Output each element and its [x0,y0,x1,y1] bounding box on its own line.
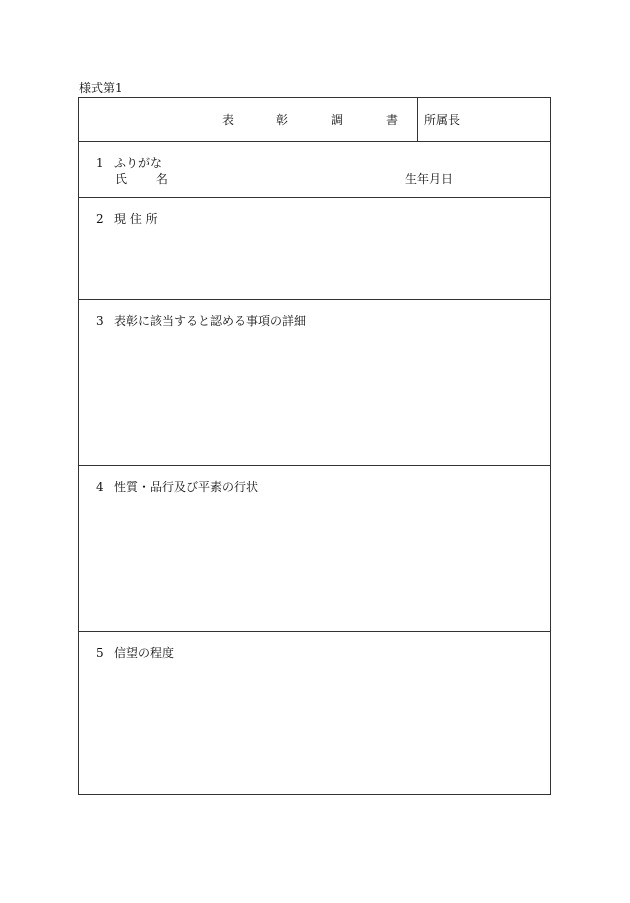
section-name-birthdate[interactable] [79,142,550,198]
section-number: 5 [96,646,104,660]
name-label [115,171,168,187]
chief-label: 所属長 [424,113,461,127]
name-char: 名 [155,172,168,186]
section-address[interactable] [79,198,550,300]
title-char: 表 [222,113,235,127]
name-char: 氏 [115,172,128,186]
form-number-label: 様式第1 [79,81,123,95]
section-commendation-details[interactable] [79,300,550,466]
chief-approval-box[interactable] [417,97,552,142]
birthdate-label: 生年月日 [405,172,454,186]
section-number: 4 [96,480,104,494]
title-char: 調 [331,113,344,127]
section-title: 現 住 所 [114,212,158,226]
title-row [79,98,550,142]
title-char: 彰 [276,113,289,127]
section-number: 2 [96,212,104,226]
section-title: 性質・品行及び平素の行状 [114,480,259,494]
section-title: 表彰に該当すると認める事項の詳細 [114,314,307,328]
document-title [79,112,417,128]
section-title: 信望の程度 [114,646,175,660]
section-number: 1 [96,156,104,170]
commendation-form-sheet [78,97,551,795]
section-number: 3 [96,314,104,328]
section-character-conduct[interactable] [79,466,550,632]
furigana-label: ふりがな [114,156,163,170]
title-char: 書 [386,113,399,127]
section-reputation[interactable] [79,632,550,796]
